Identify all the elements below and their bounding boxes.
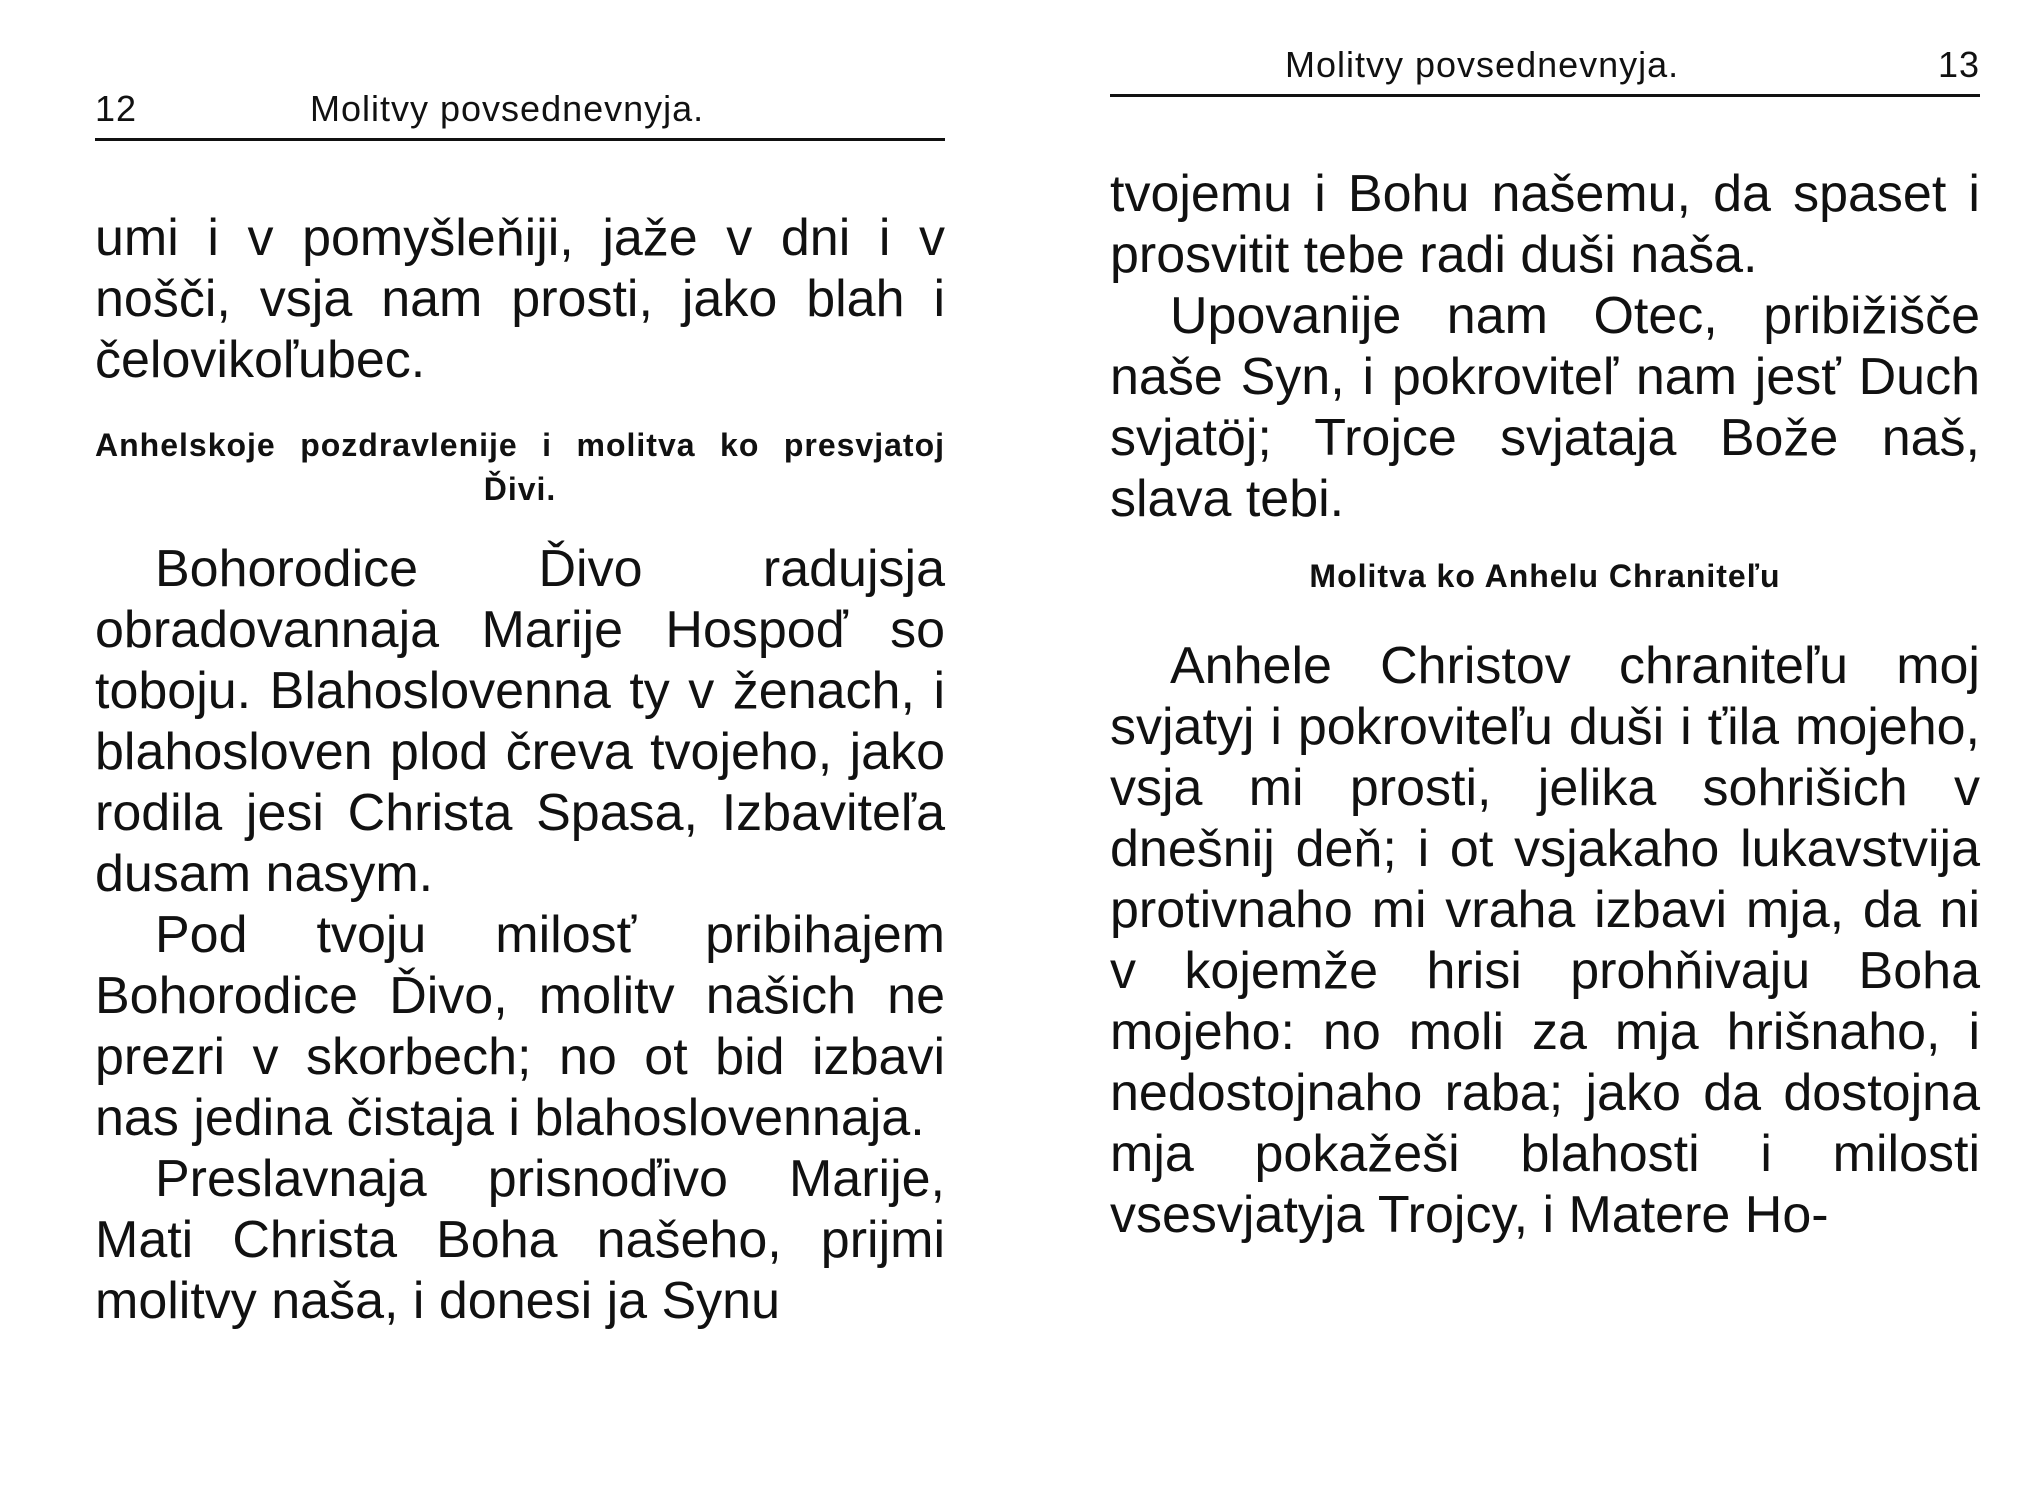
right-section-heading: Molitva ko Anhelu Chraniteľu [1309, 558, 1781, 594]
left-paragraph-3: Preslavnaja prisnoďivo Marije, Mati Christa Boha našeho, prijmi molitvy naša, i donesi ja Synu [95, 1150, 945, 1330]
right-continuation-paragraph: tvojemu i Bohu našemu, da spaset i prosvitit tebe radi duši naša. [1110, 165, 1980, 284]
left-body-text [95, 208, 945, 1332]
left-page [95, 0, 945, 1500]
right-running-head [1110, 44, 1980, 97]
right-body-text [1110, 164, 1980, 1246]
left-paragraph-2: Pod tvoju milosť pribihajem Bohorodice Ďivo, molitv našich ne prezri v skorbech; no ot bid izbavi nas jedina čistaja i blahoslovennaja. [95, 906, 945, 1147]
right-paragraph-3: Anhele Christov chraniteľu moj svjatyj i pokroviteľu duši i ťila mojeho, vsja mi prosti, jelika sohrišich v dnešnij deň; i ot vsjakaho lukavstvija protivnaho mi vraha izbavi mja, da ni v kojemže hrisi prohňivaju Boha mojeho: no moli za mja hrišnaho, i nedostojnaho raba; jako da dostojna mja pokažeši blahosti i milosti vsesvjatyja Trojcy, i Matere Ho- [1110, 637, 1980, 1244]
right-page-number: 13 [1937, 44, 1980, 85]
left-page-number: 12 [95, 88, 138, 129]
left-running-title: Molitvy povsednevnyja. [310, 88, 705, 129]
right-page [1110, 0, 1980, 1500]
left-paragraph-1: Bohorodice Ďivo radujsja obradovannaja Marije Hospoď so toboju. Blahoslovenna ty v ženach, i blahosloven plod čreva tvojeho, jako rodila jesi Christa Spasa, Izbaviteľa dusam nasym. [95, 540, 945, 903]
left-section-heading: Anhelskoje pozdravlenije i molitva ko presvjatoj Ďivi. [95, 427, 945, 507]
left-running-head [95, 88, 945, 141]
right-running-title: Molitvy povsednevnyja. [1285, 44, 1680, 85]
left-continuation-paragraph: umi i v pomyšleňiji, jaže v dni i v nošči, vsja nam prosti, jako blah i čelovikoľubec. [95, 209, 945, 389]
right-paragraph-2: Upovanije nam Otec, pribižišče naše Syn, i pokroviteľ nam jesť Duch svjatöj; Trojce svjataja Bože naš, slava tebi. [1110, 287, 1980, 528]
